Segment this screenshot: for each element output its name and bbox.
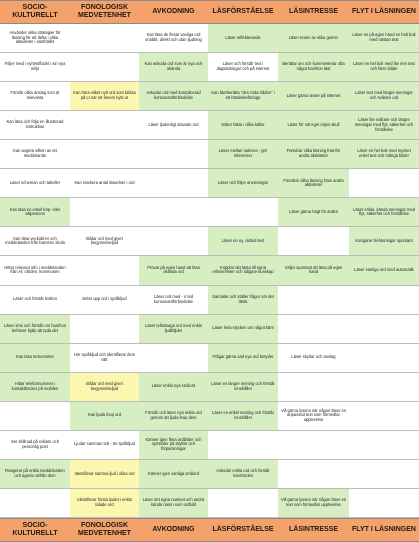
skill-cell	[139, 489, 208, 518]
column-lasforstaelse	[208, 0, 279, 542]
skill-text: Förstår och läser nya enkla ord genom att ljuda ihop dem	[145, 409, 202, 420]
skill-text: Läser enkla nya småord	[151, 383, 196, 389]
skill-text: Kan markera antal stavelser i ord	[74, 179, 135, 185]
skill-cell	[139, 24, 208, 53]
header-top-lasintresse: LÄSINTRESSE	[278, 0, 349, 24]
skill-cell	[0, 373, 70, 402]
skill-text: Läser hela stycken om något känt	[212, 325, 274, 331]
skill-text: Läser gärna högt för andra	[289, 208, 338, 214]
skill-cell	[70, 111, 139, 140]
skill-cell	[139, 53, 208, 82]
skill-cell	[70, 82, 139, 111]
skill-cell	[278, 24, 349, 53]
skill-cell	[349, 286, 419, 315]
skill-cell	[349, 373, 419, 402]
column-flyt-i-lasningen	[349, 0, 419, 542]
skill-cell	[278, 315, 349, 344]
skill-text: Kan ljuda ihop ord	[87, 412, 121, 418]
skill-text: Identifierar första ljudet i enkla talade ord	[77, 497, 132, 507]
skill-text: Prövar på egen hand att läsa okända ord	[147, 264, 200, 275]
skill-text: Förstår olika anslag som är relevanta	[10, 90, 60, 101]
header-bottom-lasforstaelse: LÄSFÖRSTÅELSE	[208, 518, 278, 542]
skill-text: Läser en hel bok med lite mer text och färre bilder	[353, 61, 415, 72]
skill-cell	[0, 169, 70, 198]
skill-cell	[0, 256, 70, 285]
skill-text: Kan läsa veckobrev och meddelanden från barnens skola	[5, 235, 65, 246]
skill-cell	[208, 53, 278, 82]
skill-text: Kopplar det lästa till egna erfarenheter och tidigare kunskap	[212, 264, 274, 275]
skill-text: Vill gärna lyssna när någon läser en anpassad text som förmedlar upplevelse	[281, 407, 347, 423]
skill-text: Bildar ord med givet begynnelseljud	[86, 235, 123, 246]
skill-cell	[0, 402, 70, 431]
skill-text: Avkodar enkla ord och förstår innebörden	[216, 468, 270, 478]
skill-cell	[0, 82, 70, 111]
skill-text: Läser tvåstaviga ord med enkla ljudföljder	[145, 322, 202, 333]
skill-text: Kan höra vilket nytt ord som bildas på Lt när ett fonem byts ut	[73, 90, 136, 101]
skill-text: Kortgarar fel-läsningar spontant	[355, 238, 413, 244]
header-top-fonologisk-medvetenhet: FONOLOGISK MEDVETENHET	[70, 0, 139, 24]
skill-cell	[139, 344, 208, 373]
skill-text: Läser och förstår kvitton	[13, 296, 57, 302]
skill-cell	[139, 402, 208, 431]
skill-text: Kan läsa och följa en illustrerad instruktion	[6, 119, 64, 130]
skill-cell	[349, 256, 419, 285]
header-top-lasforstaelse: LÄSFÖRSTÅELSE	[208, 0, 278, 24]
skill-cell	[208, 82, 278, 111]
skill-text: Identifierar samma ljud i olika ord	[74, 470, 135, 476]
skill-text: Läser ord med - n ted konsonantförbindelse	[153, 293, 194, 304]
skill-cell	[278, 402, 349, 431]
skill-cell	[70, 198, 139, 227]
skill-text: Vill gärna lyssna när någon läser en text som förmedlar upplevelse	[281, 497, 347, 507]
skill-cell	[208, 431, 278, 460]
skill-cell	[278, 286, 349, 315]
skill-cell	[349, 169, 419, 198]
skill-text: Föredrar olika läsning framför andra aktiviteter	[286, 148, 341, 159]
skill-text: Läser skyltar och anslag	[291, 354, 336, 360]
skill-cell	[278, 344, 349, 373]
skill-text: Läser reflekterande	[225, 34, 261, 40]
skill-cell	[70, 140, 139, 169]
skill-text: Väljer spontant att läsa på egen hand	[284, 264, 343, 275]
skill-text: Hör språkljud och identifierar dem rätt	[73, 351, 136, 362]
skill-cell	[349, 227, 419, 256]
skill-cell	[139, 460, 208, 489]
skill-text: Läser en enkel mening och förstår innehållet	[212, 409, 274, 420]
header-top-socio-kulturellt: SOCIO-KULTURELLT	[0, 0, 70, 24]
skill-cell	[208, 344, 278, 373]
skill-text: Kan avkoda ord som är nya och okända	[144, 61, 203, 72]
column-fonologisk-medvetenhet	[70, 0, 140, 542]
skill-text: Läser och följer anvisningar	[217, 179, 269, 185]
skill-text: Läser för sitt eget nöjes skull	[287, 121, 340, 127]
skill-text: Läser vanliga ord med automatik	[354, 267, 414, 273]
skill-cell	[0, 286, 70, 315]
skill-text: Reagerar på enkla meddelanden och agerar utifrån dem	[5, 468, 65, 478]
skill-cell	[349, 53, 419, 82]
skill-cell	[208, 256, 278, 285]
skill-cell	[139, 140, 208, 169]
skill-cell	[70, 431, 139, 460]
skill-cell	[139, 227, 208, 256]
skill-cell	[0, 227, 70, 256]
skill-text: Läser en längre mening och förstår innehållet	[211, 380, 275, 391]
skill-cell	[278, 169, 349, 198]
skill-text: Läser text med längre meningar och svårare ord	[355, 90, 413, 101]
skill-cell	[139, 198, 208, 227]
skill-text: Läser en ny, okänd text	[221, 238, 265, 244]
skill-text: Läser det egna namnet och andra kända namn som ordbild	[142, 497, 205, 507]
skill-cell	[208, 402, 278, 431]
header-bottom-flyt-i-lasningen: FLYT I LÄSNINGEN	[349, 518, 419, 542]
skill-cell	[139, 256, 208, 285]
skill-text: Använder olika strategier för läsning för att delta i olika aktiviteter i samhället	[9, 29, 61, 45]
skill-text: Frågar gärna vad nya ord betyder	[212, 354, 274, 360]
header-top-flyt-i-lasningen: FLYT I LÄSNINGEN	[349, 0, 419, 24]
skill-cell	[278, 140, 349, 169]
skill-text: Delar upp ord i språkljud	[82, 296, 127, 302]
skill-text: Läser scheman och tabeller	[9, 179, 61, 185]
skill-text: Läser enkla, kända meningar med flyt, säkerhet och förståelse	[353, 206, 415, 217]
skill-cell	[70, 402, 139, 431]
skill-cell	[0, 198, 70, 227]
skill-cell	[0, 431, 70, 460]
skill-cell	[208, 489, 278, 518]
skill-cell	[208, 315, 278, 344]
skill-text: Ser skillnad på reklam och personlig post	[10, 439, 59, 449]
skill-cell	[139, 315, 208, 344]
skill-cell	[278, 198, 349, 227]
skill-text: Känner igen flera ordbilder och symboler på skyltar och förpackningar	[145, 436, 202, 452]
skill-cell	[349, 315, 419, 344]
header-top-avkodning: AVKODNING	[139, 0, 208, 24]
skill-cell	[278, 489, 349, 518]
skill-cell	[208, 198, 278, 227]
skill-text: Kan avgöra vilken av ett meddelande	[13, 148, 57, 159]
skill-cell	[70, 53, 139, 82]
skill-cell	[70, 24, 139, 53]
skill-cell	[349, 111, 419, 140]
skill-cell	[139, 286, 208, 315]
skill-cell	[278, 111, 349, 140]
skill-cell	[349, 489, 419, 518]
skill-cell	[70, 489, 139, 518]
skill-cell	[208, 169, 278, 198]
skill-text: Hittar relevant info i meddelanden från Af, vården, kommunen	[4, 264, 66, 275]
skill-cell	[278, 82, 349, 111]
skill-cell	[349, 402, 419, 431]
skill-cell	[208, 227, 278, 256]
skill-cell	[0, 24, 70, 53]
skill-text: Läser och förstår text i dagstidningar och på internet	[216, 61, 270, 72]
skill-cell	[208, 111, 278, 140]
skill-cell	[0, 460, 70, 489]
skill-cell	[70, 460, 139, 489]
skill-text: Läser en på egen hand en helt bok med nästan text	[352, 32, 416, 43]
skill-cell	[208, 140, 278, 169]
column-lasintresse	[278, 0, 350, 542]
skill-cell	[70, 344, 139, 373]
skill-text: Hittar telefonnummer i kontaktböcker på mobilen	[11, 380, 59, 391]
skill-text: Kan läsa termometer	[16, 354, 54, 360]
skill-cell	[278, 53, 349, 82]
skill-cell	[139, 111, 208, 140]
skill-text: Bildar ord med givet begynnelseljud	[86, 380, 123, 391]
skill-cell	[139, 373, 208, 402]
header-bottom-fonologisk-medvetenhet: FONOLOGISK MEDVETENHET	[70, 518, 139, 542]
skill-cell	[208, 286, 278, 315]
skill-text: Söker fakta i olika källor	[221, 121, 265, 127]
skill-text: Kan läsa en enkel köp- eller säljannons	[9, 206, 61, 217]
skill-text: Läser ljudenligt stavade ord	[148, 121, 199, 127]
skill-cell	[208, 24, 278, 53]
skill-text: Samtalar och ställer frågor om det lästa	[212, 293, 274, 304]
skill-cell	[0, 315, 70, 344]
skill-cell	[70, 256, 139, 285]
skill-cell	[349, 24, 419, 53]
skill-cell	[139, 431, 208, 460]
skill-text: Känner igen vanliga småord	[148, 470, 199, 476]
skill-cell	[349, 198, 419, 227]
skill-cell	[0, 489, 70, 518]
skill-cell	[0, 111, 70, 140]
skill-cell	[0, 53, 70, 82]
skill-cell	[349, 82, 419, 111]
skill-cell	[278, 227, 349, 256]
column-socio-kulturellt	[0, 0, 71, 542]
skill-cell	[70, 169, 139, 198]
skill-text: Avkodar ord med komplicerad konsonantförbindelse	[146, 90, 201, 101]
skill-cell	[278, 460, 349, 489]
skill-text: Läser lite svårare och längre meningar med flyt, säkerhet och förståelse	[354, 117, 414, 132]
header-bottom-avkodning: AVKODNING	[139, 518, 208, 542]
skill-text: Läser sms och förstår om han/hon behöver hjälp att tyda det	[3, 322, 67, 333]
skill-cell	[139, 169, 208, 198]
skill-cell	[278, 373, 349, 402]
skill-text: Läser texter av olika genrer	[288, 34, 339, 40]
skill-cell	[278, 256, 349, 285]
skill-cell	[208, 373, 278, 402]
header-bottom-socio-kulturellt: SOCIO-KULTURELLT	[0, 518, 70, 542]
skill-cell	[349, 460, 419, 489]
skill-cell	[0, 140, 70, 169]
skill-cell	[70, 315, 139, 344]
skill-text: Läser gärna texter på internet	[286, 92, 341, 98]
skill-text: Föredrar olika läsning fram andra aktiviteter	[283, 177, 344, 188]
skill-cell	[70, 227, 139, 256]
column-avkodning	[139, 0, 209, 542]
skill-cell	[0, 344, 70, 373]
skill-cell	[70, 373, 139, 402]
skill-text: Kan återberätta "den röda tråden" i ett händelseförlopp	[211, 90, 275, 101]
skill-text: Läser en hel bok med mycket enkel text och många bilder	[357, 148, 411, 159]
skill-cell	[349, 344, 419, 373]
skill-text: Läser mellan raderna - gör inferenser	[218, 148, 268, 159]
skill-cell	[278, 431, 349, 460]
skill-text: Följer med i nyhetsflödet i sin nya miljö	[4, 61, 66, 72]
skill-cell	[349, 140, 419, 169]
skill-cell	[208, 460, 278, 489]
header-bottom-lasintresse: LÄSINTRESSE	[278, 518, 349, 542]
skill-cell	[139, 82, 208, 111]
skill-cell	[349, 431, 419, 460]
skill-text: Ljudar samman två - tre språkljud	[74, 441, 135, 447]
skill-cell	[70, 286, 139, 315]
skill-text: Berättar om och kommenterar ofta något han/hon läst	[282, 61, 345, 72]
skill-text: Kan läsa de flesta vanliga ord snabbt, direkt och utan ljudning	[145, 32, 202, 43]
